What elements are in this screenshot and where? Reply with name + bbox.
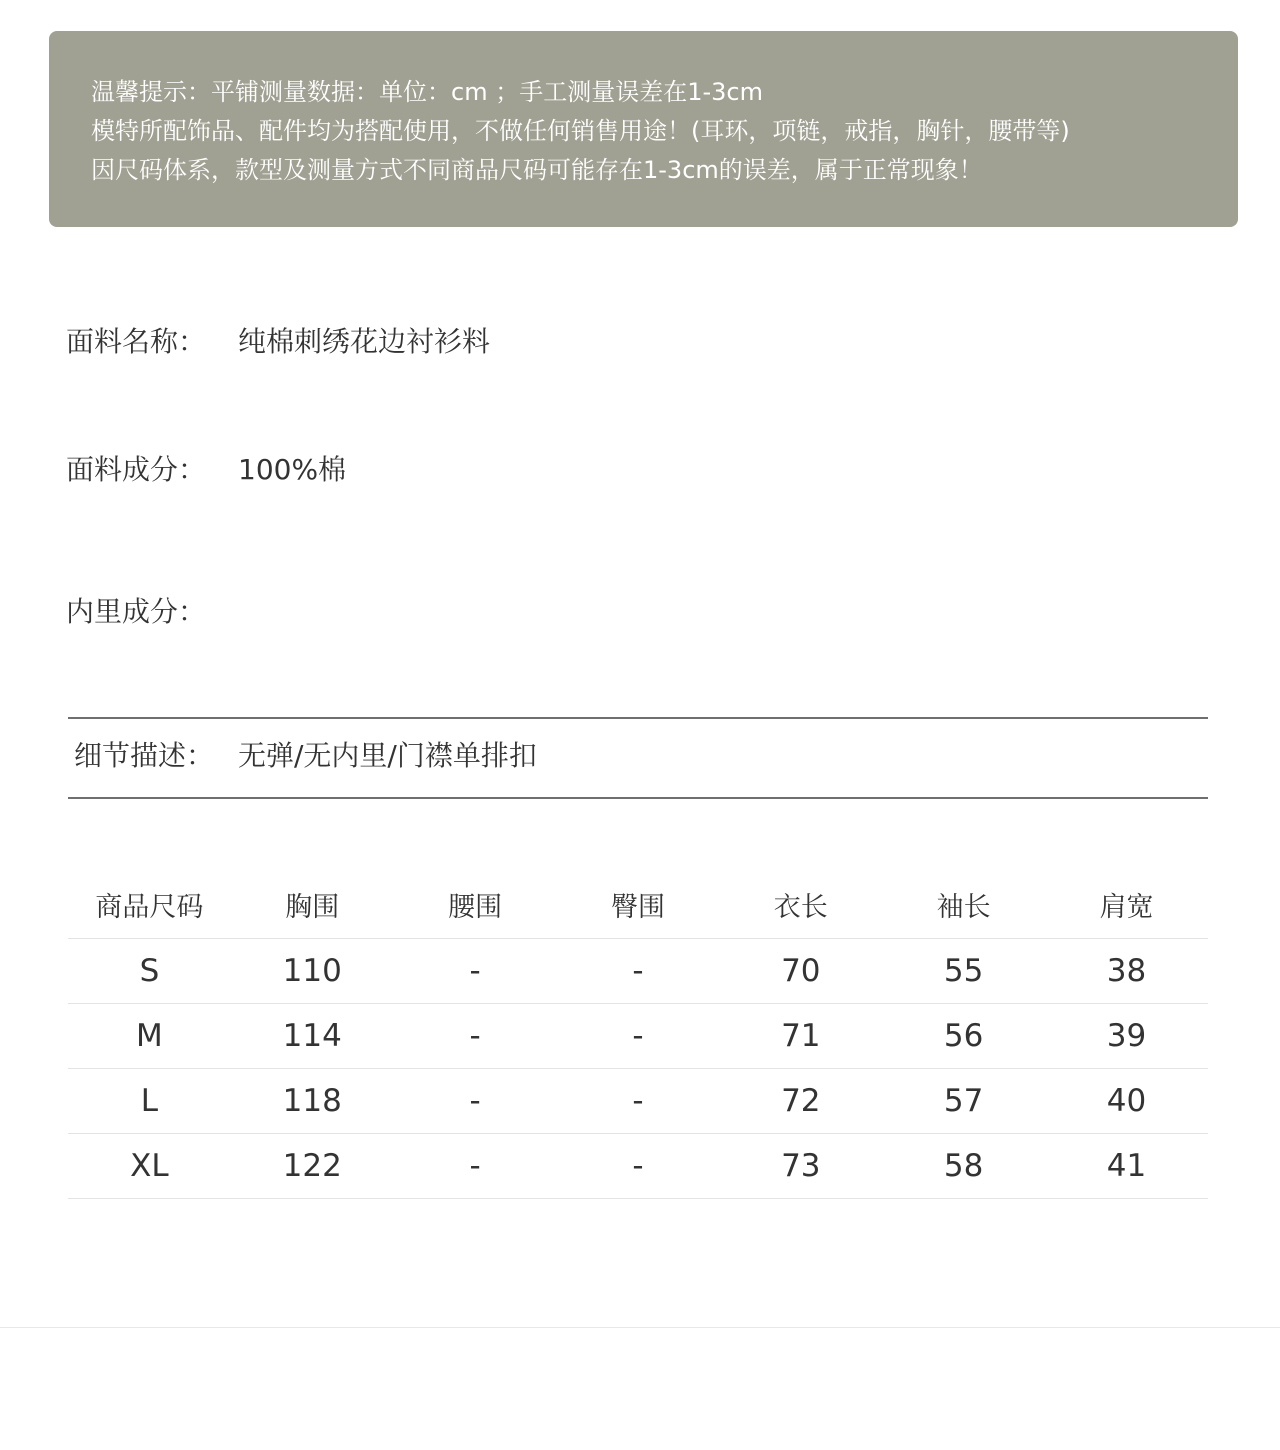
header-waist: 腰围 (394, 872, 557, 938)
cell-shoulder: 40 (1045, 1068, 1208, 1133)
header-bust: 胸围 (231, 872, 394, 938)
table-row (68, 1068, 1208, 1133)
table-row (68, 1003, 1208, 1068)
header-hip: 臀围 (557, 872, 720, 938)
notice-line: 温馨提示：平铺测量数据：单位：cm ；手工测量误差在1-3cm (91, 78, 763, 106)
cell-length: 70 (719, 938, 882, 1003)
fabric-name-label: 面料名称： (66, 325, 207, 358)
cell-waist: - (394, 1068, 557, 1133)
cell-bust: 118 (231, 1068, 394, 1133)
table-row (68, 938, 1208, 1003)
fabric-composition-label: 面料成分： (66, 453, 207, 486)
header-size: 商品尺码 (68, 872, 231, 938)
cell-hip: - (557, 1003, 720, 1068)
bottom-divider (0, 1327, 1280, 1328)
notice-line: 因尺码体系，款型及测量方式不同商品尺码可能存在1-3cm的误差，属于正常现象！ (91, 156, 983, 184)
details-top-divider (68, 717, 1208, 719)
cell-sleeve: 56 (882, 1003, 1045, 1068)
cell-waist: - (394, 1133, 557, 1198)
fabric-composition-value: 100%棉 (238, 453, 347, 486)
cell-hip: - (557, 938, 720, 1003)
cell-hip: - (557, 1068, 720, 1133)
cell-length: 73 (719, 1133, 882, 1198)
cell-bust: 122 (231, 1133, 394, 1198)
cell-size: M (68, 1003, 231, 1068)
cell-sleeve: 55 (882, 938, 1045, 1003)
fabric-name-row (66, 322, 490, 362)
fabric-composition-row (66, 450, 346, 490)
cell-shoulder: 38 (1045, 938, 1208, 1003)
cell-sleeve: 57 (882, 1068, 1045, 1133)
cell-waist: - (394, 938, 557, 1003)
cell-shoulder: 39 (1045, 1003, 1208, 1068)
size-table (68, 872, 1208, 1199)
cell-hip: - (557, 1133, 720, 1198)
notice-box (49, 31, 1238, 227)
size-table-header-row (68, 872, 1208, 938)
cell-size: L (68, 1068, 231, 1133)
header-sleeve: 袖长 (882, 872, 1045, 938)
cell-length: 72 (719, 1068, 882, 1133)
cell-size: XL (68, 1133, 231, 1198)
cell-shoulder: 41 (1045, 1133, 1208, 1198)
cell-waist: - (394, 1003, 557, 1068)
cell-sleeve: 58 (882, 1133, 1045, 1198)
details-bottom-divider (68, 797, 1208, 799)
header-shoulder: 肩宽 (1045, 872, 1208, 938)
notice-line: 模特所配饰品、配件均为搭配使用，不做任何销售用途！(耳环，项链，戒指，胸针，腰带等) (91, 117, 1070, 145)
fabric-name-value: 纯棉刺绣花边衬衫料 (238, 325, 491, 358)
cell-bust: 114 (231, 1003, 394, 1068)
cell-bust: 110 (231, 938, 394, 1003)
header-length: 衣长 (719, 872, 882, 938)
table-row (68, 1133, 1208, 1198)
lining-composition-row (66, 592, 238, 632)
details-value: 无弹/无内里/门襟单排扣 (238, 739, 537, 772)
details-label: 细节描述： (74, 739, 215, 772)
lining-composition-label: 内里成分： (66, 595, 207, 628)
details-row (74, 736, 537, 776)
cell-size: S (68, 938, 231, 1003)
cell-length: 71 (719, 1003, 882, 1068)
